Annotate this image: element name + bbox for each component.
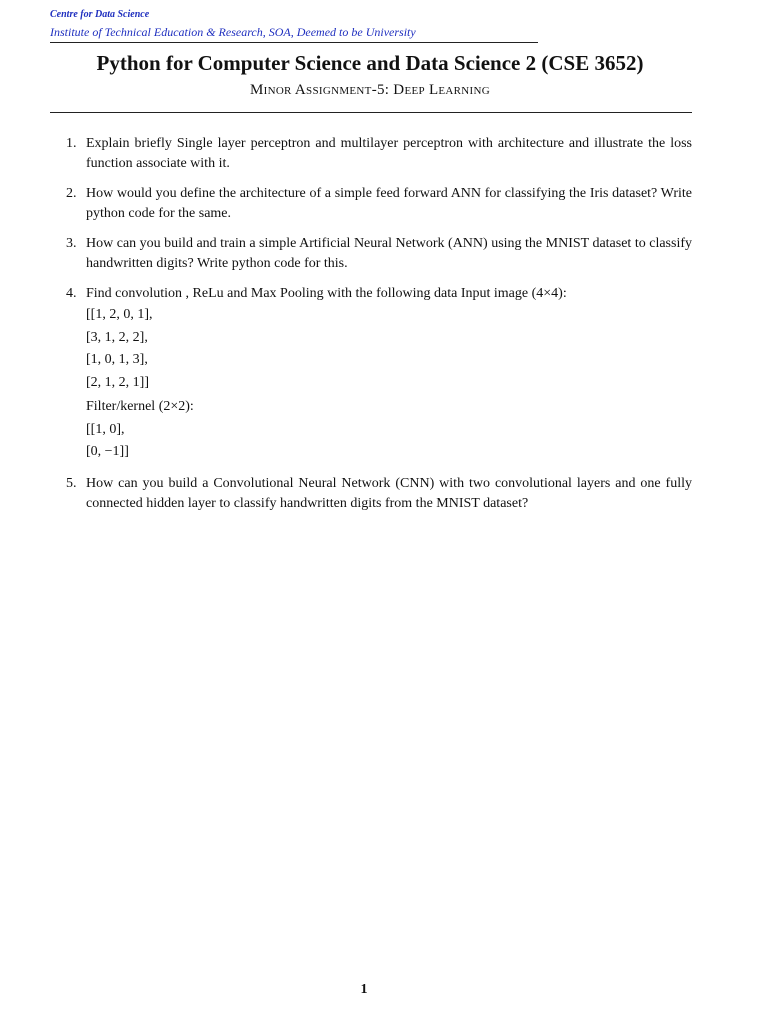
filter-label: Filter/kernel (2×2): — [86, 399, 194, 414]
document-subtitle: Minor Assignment-5: Deep Learning — [249, 82, 491, 98]
question-2 — [0, 184, 692, 224]
page-number: 1 — [360, 982, 368, 997]
question-text: How would you define the architecture of a simple feed forward ANN for classifying the Iris dataset? Write python code for the same. — [86, 186, 692, 221]
question-4 — [0, 284, 692, 464]
page-header — [50, 8, 538, 40]
title-divider — [50, 112, 692, 113]
question-5 — [0, 474, 692, 514]
institute-name: Institute of Technical Education & Research, SOA, Deemed to be University — [50, 25, 416, 39]
question-number: 2. — [66, 186, 77, 201]
question-number: 4. — [66, 286, 77, 301]
question-number: 5. — [66, 475, 77, 491]
centre-name: Centre for Data Science — [50, 9, 150, 20]
question-text: Find convolution , ReLu and Max Pooling with the following data Input image (4×4): — [86, 286, 567, 301]
filter-matrix-row: [0, −1]] — [86, 444, 129, 459]
question-list — [0, 134, 768, 524]
input-matrix-row: [1, 0, 1, 3], — [86, 352, 148, 367]
document-title: Python for Computer Science and Data Science 2 (CSE 3652) — [96, 51, 644, 75]
question-3 — [0, 234, 692, 274]
question-text: How can you build a Convolutional Neural Network (CNN) with two convolutional layers and one fully connected hidden layer to classify handwritten digits from the MNIST dataset? — [86, 475, 692, 511]
filter-matrix-row: [[1, 0], — [86, 421, 125, 437]
question-number: 3. — [66, 236, 77, 251]
input-matrix-row: [[1, 2, 0, 1], — [86, 307, 153, 322]
question-text: How can you build and train a simple Artificial Neural Network (ANN) using the MNIST dataset to classify handwritten digits? Write python code for this. — [86, 236, 692, 271]
input-matrix-row: [2, 1, 2, 1]] — [86, 374, 149, 390]
question-text: Explain briefly Single layer perceptron and multilayer perceptron with architecture and illustrate the loss function associate with it. — [86, 136, 692, 171]
question-1 — [0, 134, 692, 174]
question-number: 1. — [66, 136, 77, 151]
header-divider — [50, 42, 538, 43]
input-matrix-row: [3, 1, 2, 2], — [86, 329, 148, 345]
